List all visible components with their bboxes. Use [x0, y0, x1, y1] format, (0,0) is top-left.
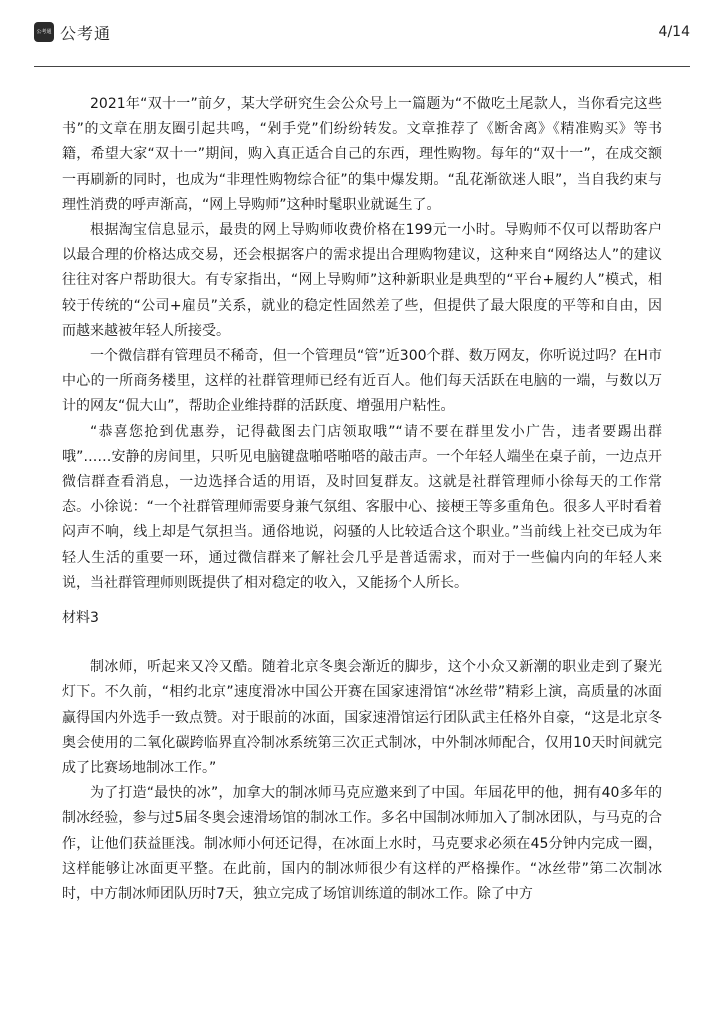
paragraph: 根据淘宝信息显示，最贵的网上导购师收费价格在199元一小时。导购师不仅可以帮助客户以最合理的价格达成交易，还会根据客户的需求提出合理购物建议，这种来自“网络达人”的建议往往对客户帮助很大。有专家指出，“网上导购师”这种新职业是典型的“平台+履约人”模式，相较于传统的“公司+雇员”关系，就业的稳定性固然差了些，但提供了最大限度的平等和自由，因而越来越被年轻人所接受。 — [62, 222, 662, 339]
paragraph: 2021年“双十一”前夕，某大学研究生会公众号上一篇题为“不做吃土尾款人，当你看完这些书”的文章在朋友圈引起共鸣，“剁手党”们纷纷转发。文章推荐了《断舍离》《精准购买》等书籍，希望大家“双十一”期间，购入真正适合自己的东西，理性购物。每年的“双十一”，在成交额一再刷新的同时，也成为“非理性购物综合征”的集中爆发期。“乱花渐欲迷人眼”，当自我约束与理性消费的呼声渐高，“网上导购师”这种时髦职业就诞生了。 — [62, 96, 662, 213]
brand-logo — [34, 22, 111, 42]
section-label: 材料3 — [62, 610, 99, 627]
logo-icon: 公考通 — [34, 22, 54, 42]
page-number: 4/14 — [658, 24, 690, 40]
logo-text: 公考通 — [60, 23, 112, 43]
document-body — [62, 92, 662, 907]
paragraph: 制冰师，听起来又冷又酷。随着北京冬奥会渐近的脚步，这个小众又新潮的职业走到了聚光灯下。不久前，“相约北京”速度滑冰中国公开赛在国家速滑馆“冰丝带”精彩上演，高质量的冰面赢得国内外选手一致点赞。对于眼前的冰面，国家速滑馆运行团队武主任格外自豪，“这是北京冬奥会使用的二氧化碳跨临界直冷制冰系统第三次正式制冰，中外制冰师配合，仅用10天时间就完成了比赛场地制冰工作。” — [62, 659, 662, 777]
page-header — [0, 0, 724, 70]
header-divider — [34, 66, 690, 67]
paragraph: “恭喜您抢到优惠券，记得截图去门店领取哦”“请不要在群里发小广告，违者要踢出群哦”……安静的房间里，只听见电脑键盘啪嗒啪嗒的敲击声。一个年轻人端坐在桌子前，一边点开微信群查看消息，一边选择合适的用语，及时回复群友。这就是社群管理师小徐每天的工作常态。小徐说：“一个社群管理师需要身兼气氛组、客服中心、接梗王等多重角色。很多人平时看着闷声不响，线上却是气氛担当。通俗地说，闷骚的人比较适合这个职业。”当前线上社交已成为年轻人生活的重要一环，通过微信群来了解社会几乎是普适需求，而对于一些偏内向的年轻人来说，当社群管理师则既提供了相对稳定的收入，又能扬个人所长。 — [62, 423, 662, 591]
paragraph: 为了打造“最快的冰”，加拿大的制冰师马克应邀来到了中国。年屆花甲的他，拥有40多年的制冰经验，参与过5届冬奥会速滑场馆的制冰工作。多名中国制冰师加入了制冰团队，与马克的合作，让他们获益匪浅。制冰师小何还记得，在冰面上水时，马克要求必须在45分钟内完成一圈，这样能够让冰面更平整。在此前，国内的制冰师很少有这样的严格操作。“冰丝带”第二次制冰时，中方制冰师团队历时7天，独立完成了场馆训练道的制冰工作。除了中方 — [62, 785, 662, 903]
paragraph: 一个微信群有管理员不稀奇，但一个管理员“管”近300个群、数万网友，你听说过吗？在H市中心的一所商务楼里，这样的社群管理师已经有近百人。他们每天活跃在电脑的一端，与数以万计的网友“侃大山”，帮助企业维持群的活跃度、增强用户粘性。 — [62, 348, 662, 415]
